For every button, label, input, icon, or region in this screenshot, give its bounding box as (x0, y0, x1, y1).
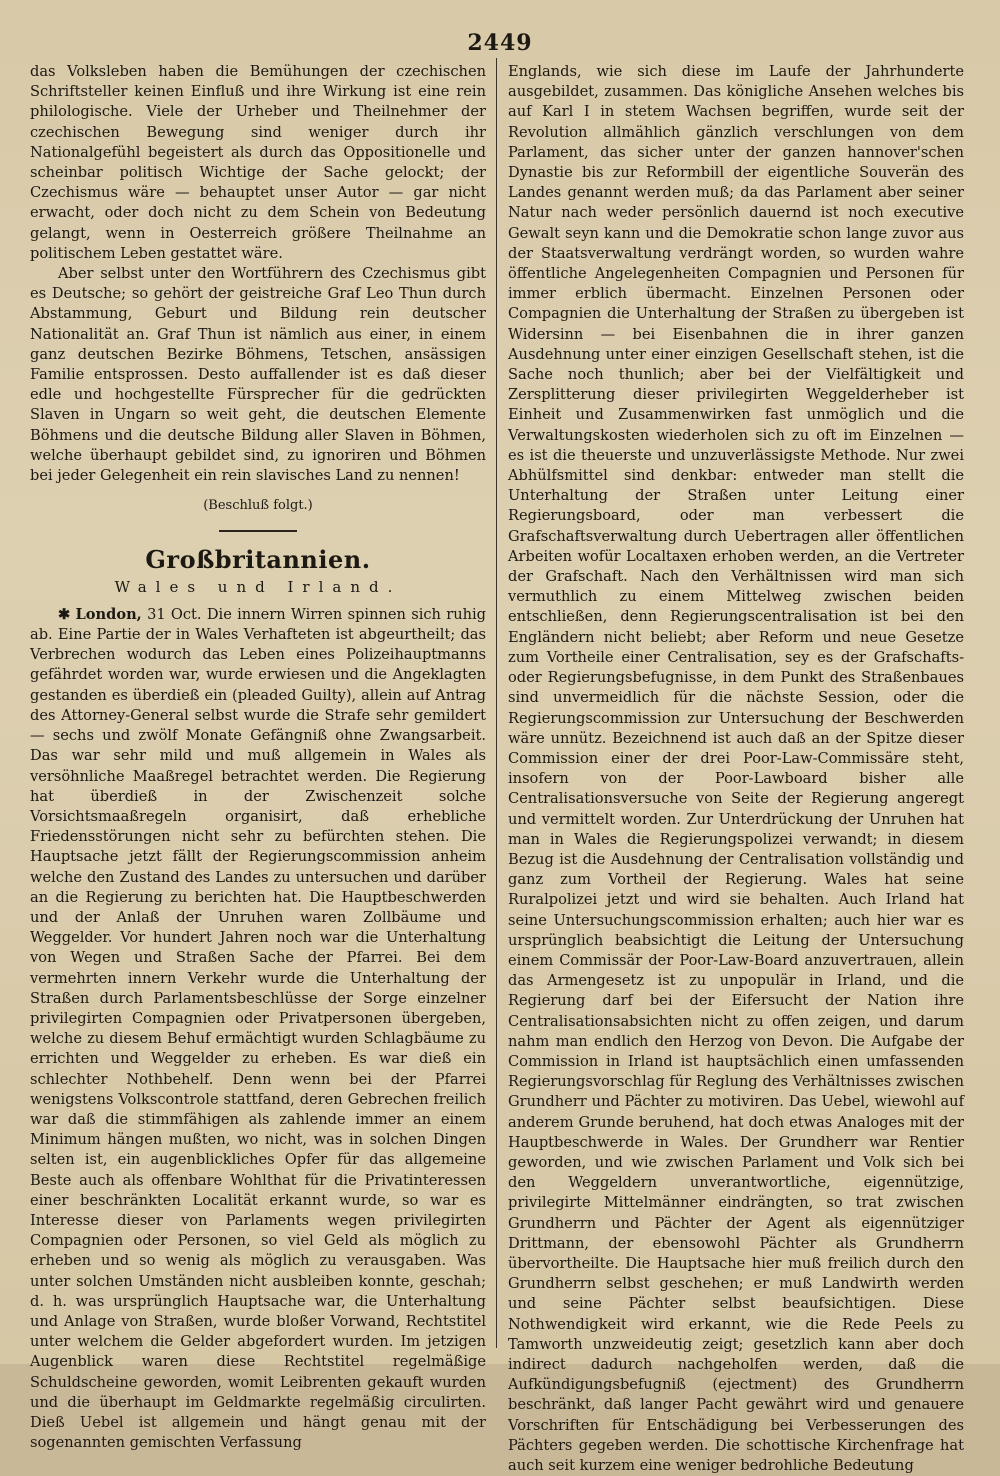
dateline-place: London, (75, 605, 142, 623)
article-body: Die innern Wirren spinnen sich ruhig ab. Eine Partie der in Wales Verhafteten ist abgeurtheilt; das Verbrechen wodurch das Leben eines Polizeihauptmanns gefährdet worden war, wurde erwiesen und die Angeklagten gestanden es überdieß ein (pleaded Guilty), allein auf Antrag des Attorney-General selbst wurde die Strafe sehr gemildert — sechs und zwölf Monate Gefängniß ohne Zwangsarbeit. Das war sehr mild und muß allgemein in Wales als versöhnliche Maaßregel betrachtet werden. Die Regierung hat überdieß in der Zwischenzeit solche Vorsichtsmaaßregeln organisirt, daß erhebliche Friedensstörungen nicht sehr zu befürchten stehen. Die Hauptsache jetzt fällt der Regierungscommission anheim welche den Zustand des Landes zu untersuchen und darüber an die Regierung zu berichten hat. Die Hauptbeschwerden und der Anlaß der Unruhen waren Zollbäume und Weggelder. Vor hundert Jahren noch war die Unterhaltung von Wegen und Straßen Sache der Pfarrei. Bei dem vermehrten innern Verkehr wurde die Unterhaltung der Straßen durch Parlamentsbeschlüsse der Sorge einzelner privilegirten Compagnien oder Privatpersonen übergeben, welche zu diesem Behuf ermächtigt wurden Schlagbäume zu errichten und Weggelder zu erheben. Es war dieß ein schlechter Nothbehelf. Denn wenn bei der Pfarrei wenigstens Volkscontrole stattfand, deren Gebrechen freilich war daß die stimmfähigen als zahlende immer an einem Minimum hängen mußten, wo nicht, was in solchen Dingen selten ist, ein augenblickliches Opfer für das allgemeine Beste auch als offenbare Wohlthat für die Privatinteressen einer beschränkten Localität erkannt wurde, so war es Interesse dieser von Parlaments wegen privilegirten Compagnien oder Personen, so viel Geld als möglich zu erheben und so wenig als möglich zu verausgaben. Was unter solchen Umständen nicht ausbleiben konnte, geschah; d. h. was ursprünglich Hauptsache war, die Unterhaltung und Anlage von Straßen, wurde bloßer Vorwand, Rechtstitel unter welchem die Gelder abgefordert wurden. Im jetzigen Augenblick waren diese Rechtstitel regelmäßige Schuldscheine geworden, womit Leibrenten gekauft wurden und die überhaupt im Geldmarkte regelmäßig circulirten. Dieß Uebel ist allgemein und hängt genau mit der sogenannten gemischten Verfassung (30, 605, 486, 1452)
dateline-date: 31 Oct. (141, 605, 202, 623)
section-divider (219, 530, 297, 532)
article-paragraph: Aber selbst unter den Wortführern des Czechismus gibt es Deutsche; so gehört der geistreiche Graf Leo Thun durch Abstammung, Geburt und Bildung rein deutscher Nationalität an. Graf Thun ist nämlich aus einer, in einem ganz deutschen Bezirke Böhmens, Tetschen, ansässigen Familie entsprossen. Desto auffallender ist es daß dieser edle und hochgestellte Fürsprecher für die gedrückten Slaven in Ungarn so weit geht, die deutschen Elemente Böhmens und die deutsche Bildung aller Slaven in Böhmen, welche überhaupt gebildet sind, zu ignoriren und Böhmen bei jeder Gelegenheit ein rein slavisches Land zu nennen! (30, 265, 486, 485)
article-paragraph (30, 605, 486, 1454)
page-number: 2449 (467, 30, 533, 56)
right-column (508, 62, 964, 1475)
section-subheading: Wales und Irland. (114, 577, 402, 596)
continued-note: (Beschluß folgt.) (203, 498, 313, 514)
left-column (30, 62, 486, 1452)
column-divider (496, 58, 497, 1348)
article-paragraph: Englands, wie sich diese im Laufe der Jahrhunderte ausgebildet, zusammen. Das königliche Ansehen welches bis auf Karl I in stetem Wachsen begriffen, wurde seit der Revolution allmählich gänzlich verschlungen von dem Parlament, das sicher unter der ganzen hannover'schen Dynastie bis zur Reformbill der eigentliche Souverän des Landes genannt werden muß; da das Parlament aber seiner Natur nach weder persönlich dauernd ist noch executive Gewalt seyn kann und die Demokratie schon lange zuvor aus der Staatsverwaltung verdrängt worden, so wurden wahre öffentliche Angelegenheiten Compagnien und Personen für immer erblich übermacht. Einzelnen Personen oder Compagnien die Unterhaltung der Straßen zu übergeben ist Widersinn — bei Eisenbahnen die in ihrer ganzen Ausdehnung unter einer einzigen Gesellschaft stehen, ist die Sache noch thunlich; aber bei der Vielfältigkeit und Zersplitterung dieser privilegirten Weggelderheber ist Einheit und Zusammenwirken fast unmöglich und die Verwaltungskosten wiederholen sich zu oft im Einzelnen — es ist die theuerste und unzuverlässigste Methode. Nur zwei Abhülfsmittel sind denkbar: entweder man stellt die Unterhaltung der Straßen unter Leitung einer Regierungsboard, oder man verbessert die Grafschaftsverwaltung durch Uebertragen aller öffentlichen Arbeiten wofür Localtaxen erhoben werden, an die Vertreter der Grafschaft. Nach den Verhältnissen wird man sich vermuthlich zu einem Mittelweg zwischen beiden entschließen, denn Regierungscentralisation ist bei den Engländern nicht beliebt; aber Reform und neue Gesetze zum Vortheile einer Centralisation, sey es der Grafschafts- oder Regierungsbefugnisse, in dem Punkt des Straßenbaues sind unvermeidlich für die nächste Session, oder die Regierungscommission zur Untersuchung der Beschwerden wäre unnütz. Bezeichnend ist auch daß an der Spitze dieser Commission einer der drei Poor-Law-Commissäre steht, insofern von der Poor-Lawboard bisher alle Centralisationsversuche von Seite der Regierung angeregt und vermittelt worden. Zur Unterdrückung der Unruhen hat man in Wales die Regierungspolizei verwandt; in diesem Bezug ist die Ausdehnung der Centralisation vollständig und ganz zum Vortheil der Regierung. Wales hat seine Ruralpolizei jetzt und wird sie behalten. Auch Irland hat seine Untersuchungscommission erhalten; auch hier war es ursprünglich beabsichtigt die Leitung der Untersuchung einem Commissär der Poor-Law-Board anzuvertrauen, allein das Armengesetz ist zu unpopulär in Irland, und die Regierung darf bei der Eifersucht der Nation ihre Centralisationsabsichten nicht zu offen zeigen, und darum nahm man endlich den Herzog von Devon. Die Aufgabe der Commission in Irland ist hauptsächlich einen umfassenden Regierungsvorschlag für Reglung des Verhältnisses zwischen Grundherr und Pächter zu motiviren. Das Uebel, wiewohl auf anderem Grunde beruhend, hat doch etwas Analoges mit der Hauptbeschwerde in Wales. Der Grundherr war Rentier geworden, und wie zwischen Parlament und Volk sich bei den Weggeldern unverantwortliche, eigennützige, privilegirte Mittelmänner eindrängten, so trat zwischen Grundherrn und Pächter der Agent als eigennütziger Drittmann, der ebensowohl Pächter als Grundherrn übervortheilte. Die Hauptsache hier muß freilich durch den Grundherrn selbst geschehen; er muß Landwirth werden und seine Pächter selbst beaufsichtigen. Diese Nothwendigkeit wird erkannt, wie die Rede Peels zu Tamworth unzweideutig zeigt; gesetzlich kann aber doch indirect dadurch nachgeholfen werden, daß die Aufkündigungsbefugniß (ejectment) des Grundherrn beschränkt, daß langer Pacht gewährt wird und genauere Vorschriften für Entschädigung bei Verbesserungen des Pächters gegeben werden. Die schottische Kirchenfrage hat auch seit kurzem eine weniger bedrohliche Bedeutung (508, 63, 964, 1475)
article-paragraph: das Volksleben haben die Bemühungen der czechischen Schriftsteller keinen Einfluß und ihre Wirkung ist eine rein philologische. Viele der Urheber und Theilnehmer der czechischen Bewegung sind weniger durch ihr Nationalgefühl begeistert als durch das Oppositionelle und scheinbar politisch Wichtige der Sache gelockt; der Czechismus wäre — behauptet unser Autor — gar nicht erwacht, oder doch nicht zu dem Schein von Bedeutung gelangt, wenn in Oesterreich größere Theilnahme an politischem Leben gestattet wäre. (30, 63, 486, 262)
section-heading: Großbritannien. (145, 545, 371, 575)
dateline-mark: ✱ (58, 605, 71, 623)
